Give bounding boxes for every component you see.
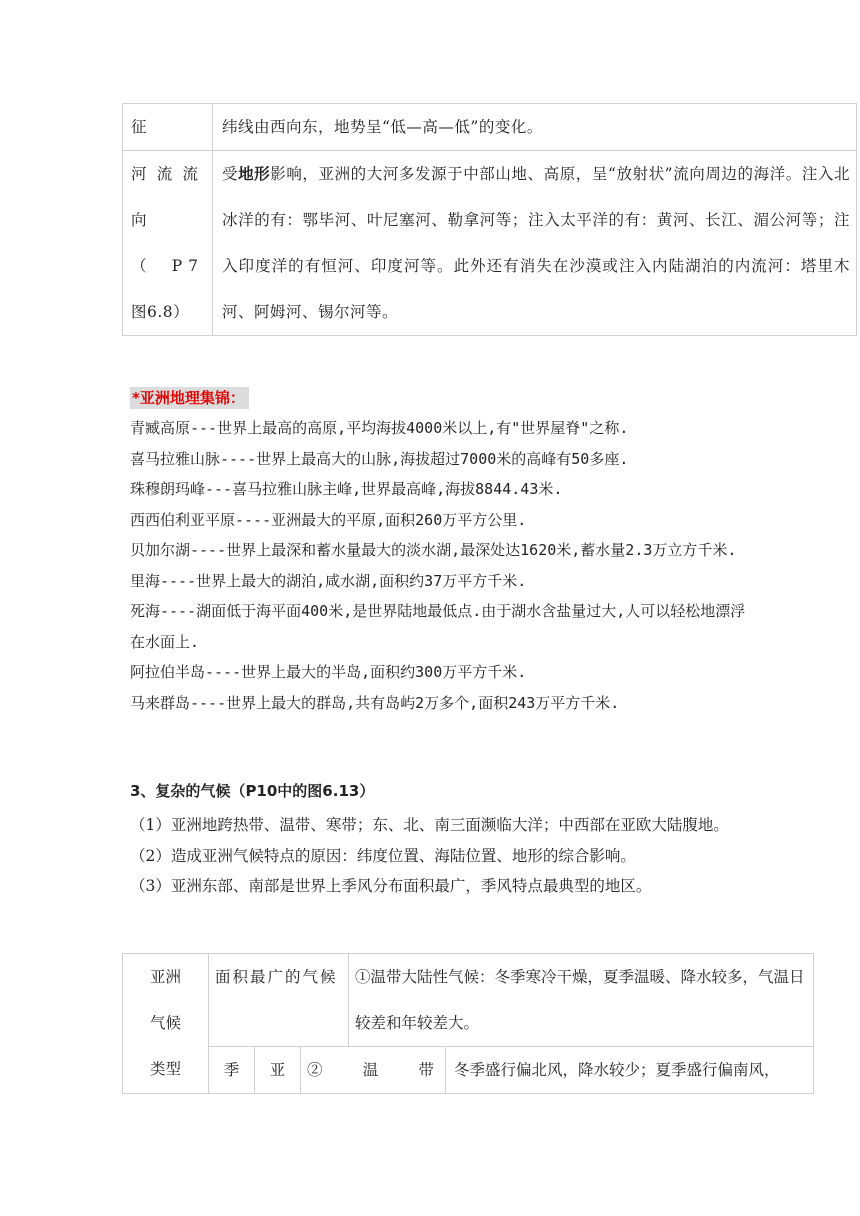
- climate-type-cell: [123, 954, 209, 1094]
- climate-type-line: 亚洲: [149, 968, 181, 986]
- climate-table: [122, 953, 814, 1094]
- row-label-cell: [123, 151, 213, 336]
- table-row: [123, 104, 857, 151]
- continental-climate-text: ①温带大陆性气候：冬季寒冷干燥，夏季温暖、降水较多，气温日较差和年较差大。: [355, 968, 805, 1032]
- section-title: 3、复杂的气候（P10中的图6.13）: [130, 782, 375, 800]
- list-item: 青臧高原---世界上最高的高原,平均海拔4000米以上,有"世界屋脊"之称.: [130, 419, 629, 437]
- cell-text: 季: [223, 1061, 240, 1079]
- paragraph: （2）造成亚洲气候特点的原因：纬度位置、海陆位置、地形的综合影响。: [130, 846, 636, 865]
- table-row: [123, 151, 857, 336]
- list-item: 里海----世界上最大的湖泊,咸水湖,面积约37万平方千米.: [130, 571, 527, 590]
- continental-climate-cell: [349, 954, 814, 1047]
- terrain-text: 纬线由西向东，地势呈“低—高—低”的变化。: [222, 118, 543, 136]
- climate-type-line: 气候: [149, 1014, 181, 1032]
- table-row: [123, 1047, 814, 1094]
- cell: [255, 1047, 301, 1094]
- river-table: [122, 103, 857, 336]
- row-label: 征: [131, 118, 153, 136]
- river-text-bold: 地形: [238, 164, 271, 183]
- climate-type-line: 类型: [149, 1060, 181, 1078]
- list-item: 西西伯利亚平原----亚洲最大的平原,面积260万平方公里.: [130, 510, 527, 529]
- cell: [301, 1047, 446, 1094]
- geo-list: [130, 413, 750, 718]
- list-item: 阿拉伯半岛----世界上最大的半岛,面积约300万平方千米.: [130, 663, 527, 681]
- cell-text: 冬季盛行偏北风，降水较少；夏季盛行偏南风，: [454, 1061, 780, 1079]
- row-label-line: 向（P7: [131, 211, 204, 275]
- section-paragraphs: [130, 810, 740, 902]
- paragraph: （1）亚洲地跨热带、温带、寒带；东、北、南三面濒临大洋；中西部在亚欧大陆腹地。: [130, 816, 729, 834]
- monsoon-text-cell: [446, 1047, 814, 1094]
- river-text-prefix: 受: [222, 165, 239, 183]
- row-label-cell: [123, 104, 213, 151]
- list-item: 马来群岛----世界上最大的群岛,共有岛屿2万多个,面积243万平方千米.: [130, 693, 620, 712]
- row-label-line: 河流流: [131, 165, 204, 183]
- largest-area-cell: [209, 954, 349, 1047]
- list-item: 贝加尔湖----世界上最深和蓄水量最大的淡水湖,最深处达1620米,蓄水量2.3万立方千米.: [130, 541, 737, 559]
- largest-area-label: 面积最广的气候: [215, 968, 338, 986]
- row-label-line: 图6.8）: [131, 303, 190, 321]
- list-item: 死海----湖面低于海平面400米,是世界陆地最低点.由于湖水含盐量过大,人可以轻松地漂浮在水面上.: [130, 602, 746, 651]
- river-text-rest: 影响，亚洲的大河多发源于中部山地、高原，呈“放射状”流向周边的海洋。注入北冰洋的有：鄂毕河、叶尼塞河、勒拿河等；注入太平洋的有：黄河、长江、湄公河等；注入印度洋的有恒河、印度河等。此外还有消失在沙漠或注入内陆湖泊的内流河：塔里木河、阿姆河、锡尔河等。: [222, 165, 850, 321]
- river-text: [213, 151, 856, 335]
- cell-text: ②温带: [307, 1061, 439, 1079]
- cell: [209, 1047, 255, 1094]
- paragraph: （3）亚洲东部、南部是世界上季风分布面积最广，季风特点最典型的地区。: [130, 877, 652, 895]
- list-item: 喜马拉雅山脉----世界上最高大的山脉,海拔超过7000米的高峰有50多座.: [130, 449, 629, 468]
- table-row: [123, 954, 814, 1047]
- row-content-cell: [213, 104, 857, 151]
- row-content-cell: [213, 151, 857, 336]
- cell-text: 亚: [269, 1061, 286, 1079]
- list-item: 珠穆朗玛峰---喜马拉雅山脉主峰,世界最高峰,海拔8844.43米.: [130, 480, 563, 498]
- geo-heading: *亚洲地理集锦：: [130, 387, 249, 409]
